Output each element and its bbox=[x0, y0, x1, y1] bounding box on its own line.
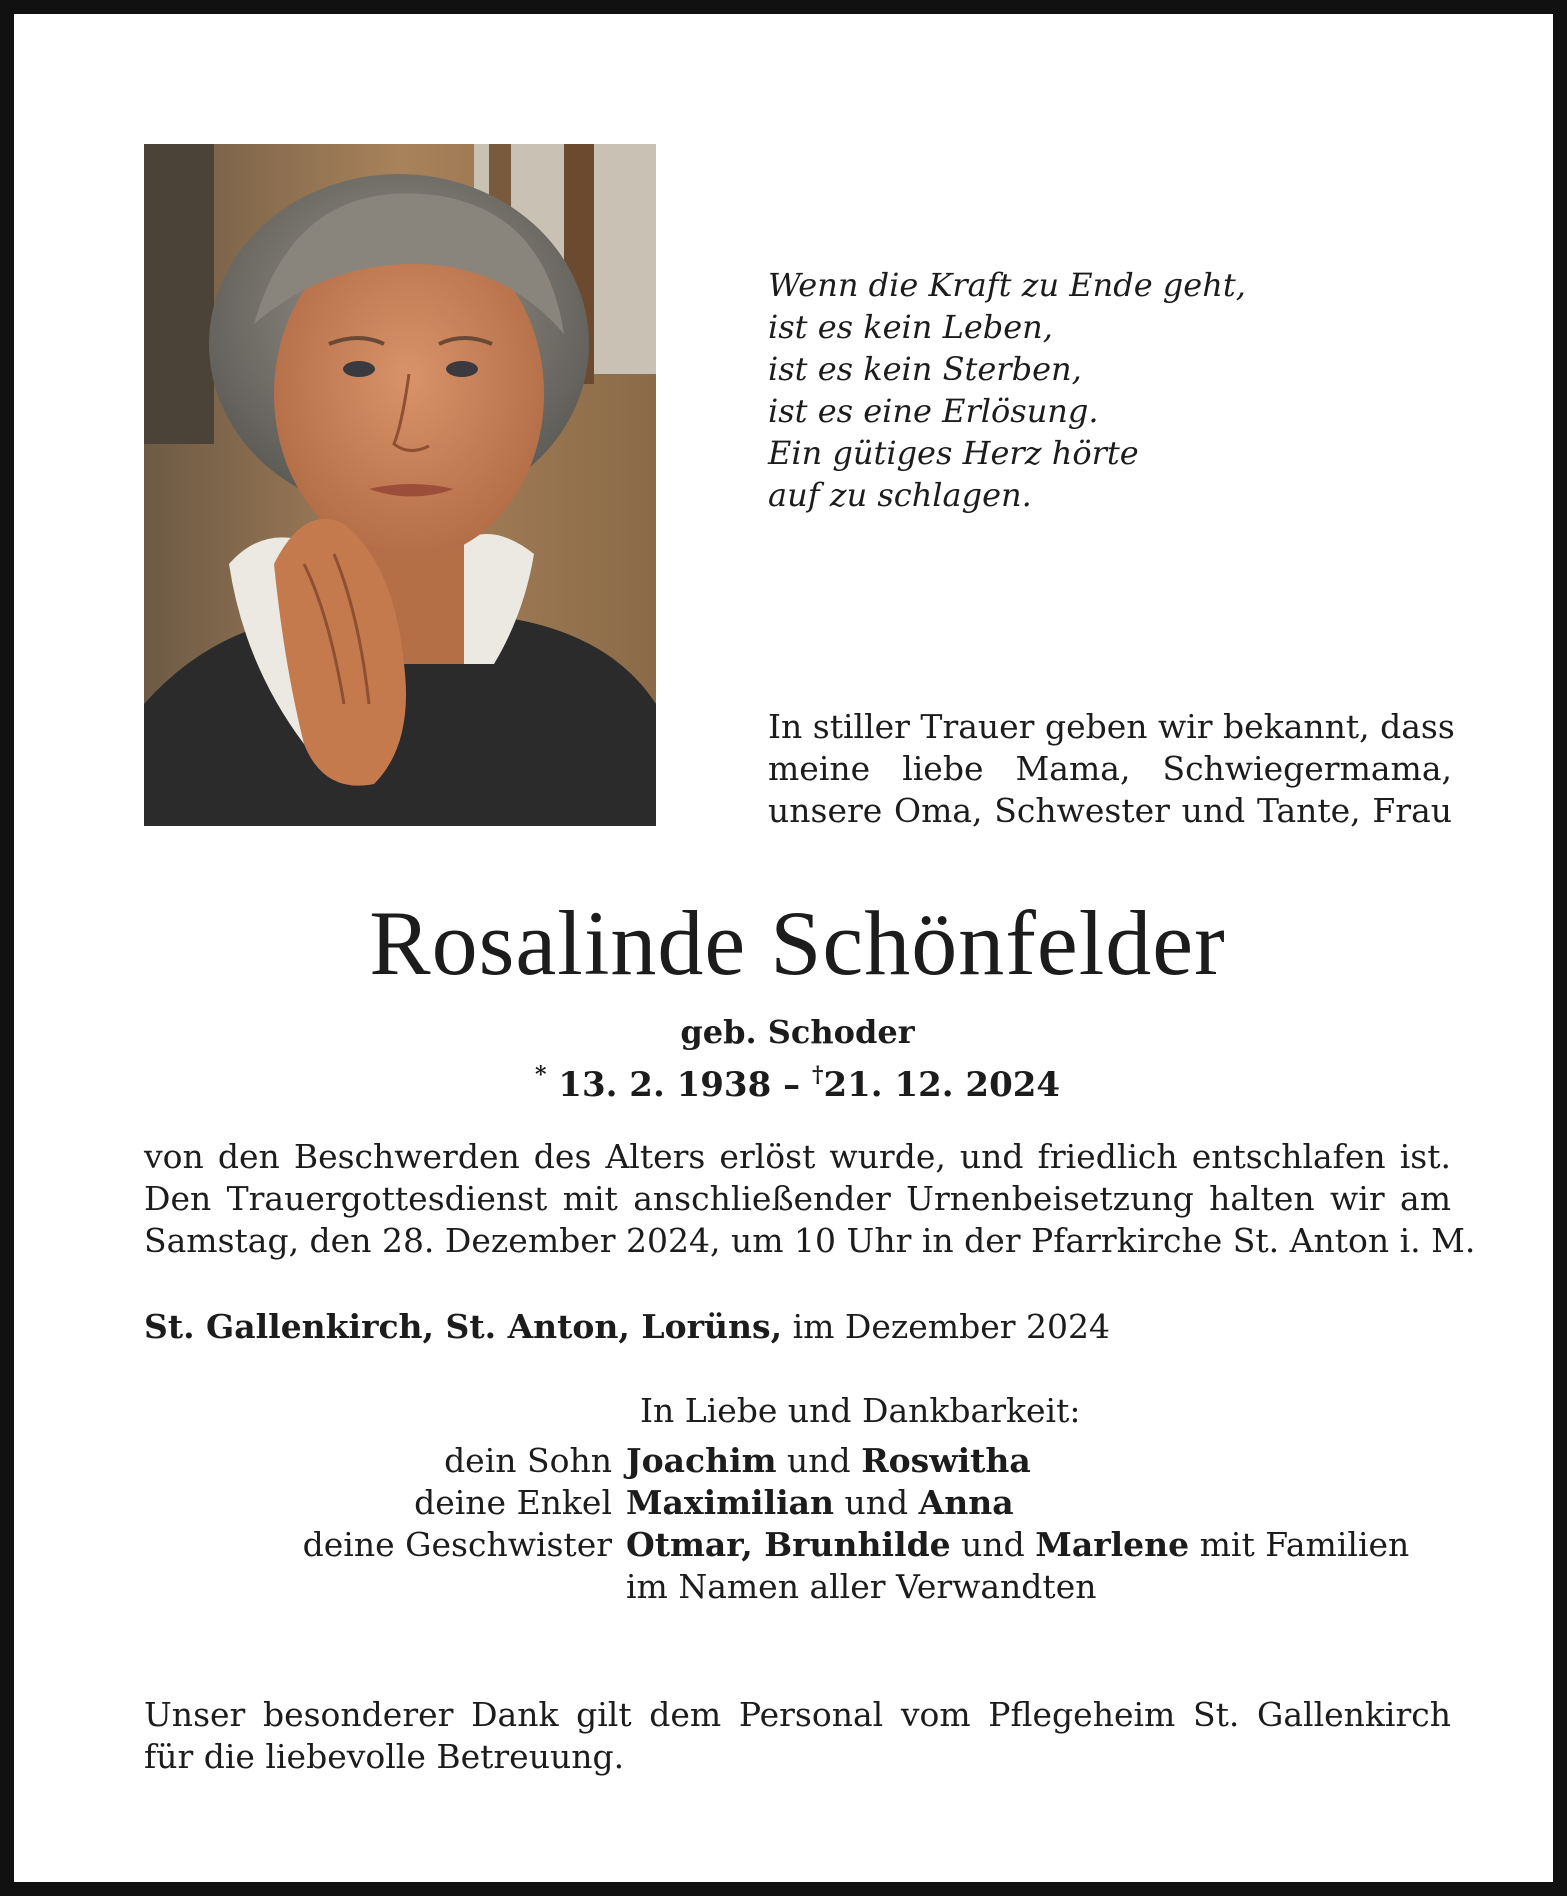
family-name: Marlene bbox=[1035, 1525, 1190, 1564]
birth-mark: * bbox=[534, 1062, 547, 1088]
family-row-relatives bbox=[144, 1566, 1454, 1608]
date-separator: – bbox=[783, 1065, 801, 1105]
place-towns: St. Gallenkirch, St. Anton, Lorüns, bbox=[144, 1307, 783, 1346]
poem-line: auf zu schlagen. bbox=[768, 476, 1032, 514]
poem bbox=[768, 264, 1468, 516]
relation-label: dein Sohn bbox=[444, 1441, 612, 1480]
announcement-intro bbox=[768, 706, 1455, 832]
life-dates bbox=[14, 1054, 1567, 1106]
family-name: Otmar, Brunhilde bbox=[626, 1525, 951, 1564]
intro-line: unsere Oma, Schwester und Tante, Frau bbox=[768, 791, 1452, 830]
relation-names bbox=[626, 1482, 1454, 1524]
relation-label: deine Geschwister bbox=[302, 1525, 612, 1564]
poem-line: ist es kein Sterben, bbox=[768, 350, 1082, 388]
deceased-name: Rosalinde Schönfelder bbox=[369, 892, 1226, 994]
closing-thanks bbox=[144, 1694, 1451, 1778]
family-name: Anna bbox=[918, 1483, 1014, 1522]
thanks-heading: In Liebe und Dankbarkeit: bbox=[640, 1391, 1081, 1430]
poem-line: Wenn die Kraft zu Ende geht, bbox=[768, 266, 1246, 304]
conjunction: und bbox=[787, 1441, 851, 1480]
maiden-name: geb. Schoder bbox=[680, 1013, 915, 1051]
birth-date: 13. 2. 1938 bbox=[558, 1065, 772, 1105]
conjunction: und bbox=[844, 1483, 909, 1522]
relation-label: deine Enkel bbox=[414, 1483, 612, 1522]
relation-names bbox=[626, 1440, 1454, 1482]
poem-line: ist es eine Erlösung. bbox=[768, 392, 1099, 430]
death-mark: † bbox=[811, 1062, 824, 1088]
family-row-grandchildren bbox=[144, 1482, 1454, 1524]
family-row-son bbox=[144, 1440, 1454, 1482]
conjunction: und bbox=[961, 1525, 1025, 1564]
poem-line: Ein gütiges Herz hörte bbox=[768, 434, 1139, 472]
body-line: Den Trauergottesdienst mit anschließender Urnenbeisetzung halten wir am bbox=[144, 1179, 1451, 1218]
place-month: im Dezember 2024 bbox=[792, 1307, 1110, 1346]
family-list bbox=[144, 1440, 1454, 1608]
place-date bbox=[144, 1306, 1451, 1348]
body-line: Samstag, den 28. Dezember 2024, um 10 Uhr in der Pfarrkirche St. Anton i. M. bbox=[144, 1221, 1476, 1260]
family-suffix: mit Familien bbox=[1199, 1525, 1410, 1564]
intro-line: In stiller Trauer geben wir bekannt, dass bbox=[768, 707, 1455, 746]
portrait-photo bbox=[144, 144, 656, 826]
body-line: von den Beschwerden des Alters erlöst wurde, und friedlich entschlafen ist. bbox=[144, 1137, 1451, 1176]
relation-names bbox=[626, 1524, 1454, 1566]
family-name: Roswitha bbox=[861, 1441, 1031, 1480]
intro-line: meine liebe Mama, Schwiegermama, bbox=[768, 749, 1452, 788]
family-row-siblings bbox=[144, 1524, 1454, 1566]
family-name: Joachim bbox=[626, 1441, 777, 1480]
closing-line: Unser besonderer Dank gilt dem Personal vom Pflegeheim St. Gallenkirch bbox=[144, 1695, 1451, 1734]
relation-spacer bbox=[144, 1566, 626, 1608]
closing-line: für die liebevolle Betreuung. bbox=[144, 1737, 625, 1776]
family-name: Maximilian bbox=[626, 1483, 835, 1522]
service-text bbox=[144, 1136, 1476, 1262]
relatives-text: im Namen aller Verwandten bbox=[626, 1567, 1097, 1606]
death-date: 21. 12. 2024 bbox=[823, 1065, 1061, 1105]
poem-line: ist es kein Leben, bbox=[768, 308, 1053, 346]
